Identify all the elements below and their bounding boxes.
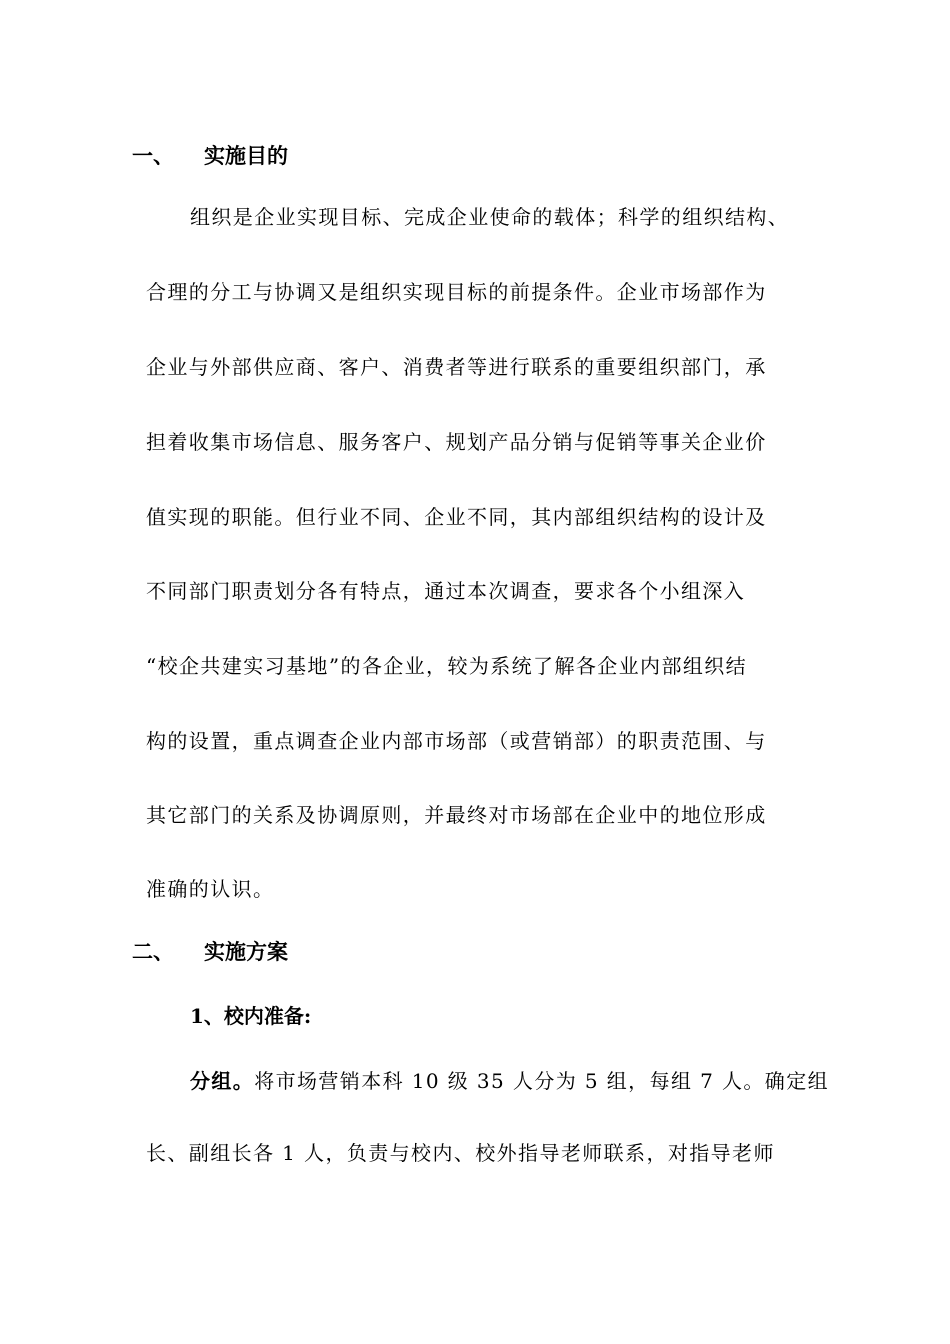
paragraph-line: 担着收集市场信息、服务客户、规划产品分销与促销等事关企业价 (146, 430, 767, 454)
paragraph-line: 不同部门职责划分各有特点，通过本次调查，要求各个小组深入 (146, 579, 746, 603)
paragraph-line: 准确的认识。 (146, 877, 275, 901)
section-2-heading (132, 936, 288, 966)
paragraph-line (190, 1065, 829, 1094)
paragraph-line: 企业与外部供应商、客户、消费者等进行联系的重要组织部门，承 (146, 355, 767, 379)
subsection-1-heading: 1、校内准备: (190, 1004, 312, 1028)
paragraph-line: 合理的分工与协调又是组织实现目标的前提条件。企业市场部作为 (146, 280, 767, 304)
section-1-heading (132, 140, 288, 170)
paragraph-line: 构的设置，重点调查企业内部市场部（或营销部）的职责范围、与 (146, 729, 767, 753)
paragraph-line: 组织是企业实现目标、完成企业使命的载体；科学的组织结构、 (190, 205, 790, 229)
paragraph-line: “校企共建实习基地”的各企业，较为系统了解各企业内部组织结 (146, 654, 748, 678)
paragraph-line: 值实现的职能。但行业不同、企业不同，其内部组织结构的设计及 (146, 505, 767, 529)
section-1-title: 实施目的 (204, 143, 288, 168)
paragraph-line: 长、副组长各 1 人，负责与校内、校外指导老师联系，对指导老师 (146, 1141, 775, 1165)
section-2-title: 实施方案 (204, 939, 288, 964)
paragraph-lead: 分组。 (190, 1069, 255, 1093)
section-1-number: 一、 (132, 143, 174, 168)
paragraph-line: 其它部门的关系及协调原则，并最终对市场部在企业中的地位形成 (146, 803, 767, 827)
section-2-number: 二、 (132, 939, 174, 964)
paragraph-line-rest: 将市场营销本科 10 级 35 人分为 5 组，每组 7 人。确定组 (254, 1069, 830, 1093)
